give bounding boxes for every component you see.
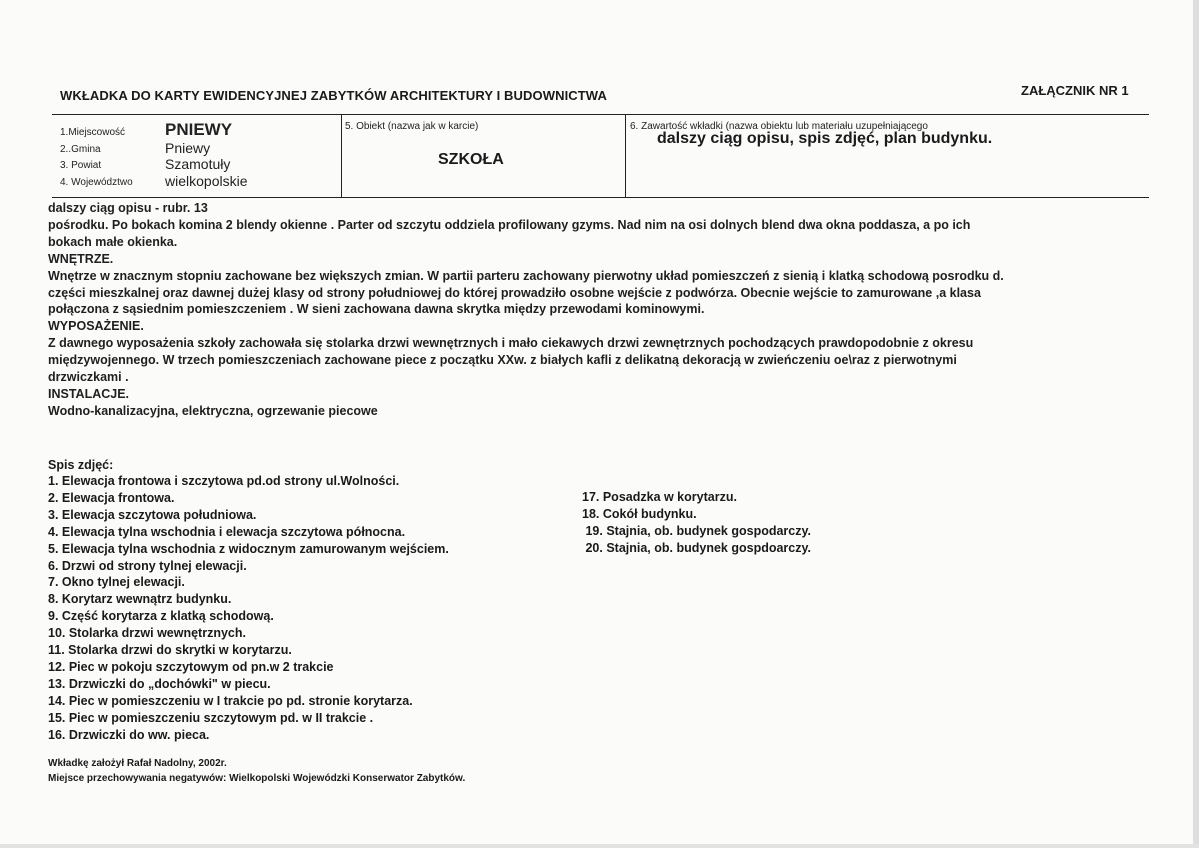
- photo-list-item: 4. Elewacja tylna wschodnia i elewacja szczytowa północna.: [48, 524, 406, 539]
- photo-list-title: Spis zdjęć:: [48, 458, 114, 472]
- description-line: Wodno-kanalizacyjna, elektryczna, ogrzewanie piecowe: [48, 403, 378, 418]
- photo-list-item: 12. Piec w pokoju szczytowym od pn.w 2 trakcie: [48, 659, 334, 674]
- header-table: [52, 114, 1149, 198]
- storage-note: Miejsce przechowywania negatywów: Wielkopolski Wojewódzki Konserwator Zabytków.: [48, 773, 466, 784]
- photo-list-item: 3. Elewacja szczytowa południowa.: [48, 507, 257, 522]
- section-heading: INSTALACJE.: [48, 386, 130, 401]
- author-note: Wkładkę założył Rafał Nadolny, 2002r.: [48, 758, 227, 769]
- description-line: pośrodku. Po bokach komina 2 blendy okienne . Parter od szczytu oddziela profilowany gzyms. Nad nim na osi dolnych blend dwa okna poddasza, a po ich: [48, 217, 971, 232]
- section-heading: WYPOSAŻENIE.: [48, 319, 144, 334]
- photo-list-item: 11. Stolarka drzwi do skrytki w korytarzu.: [48, 643, 292, 658]
- photo-list-item: 13. Drzwiczki do „dochówki" w piecu.: [48, 676, 271, 691]
- place-value: PNIEWY: [165, 120, 233, 139]
- commune-value: Pniewy: [165, 140, 211, 156]
- county-value: Szamotuły: [165, 156, 231, 172]
- object-name: SZKOŁA: [438, 151, 504, 168]
- photo-list-item: 18. Cokół budynku.: [582, 506, 697, 521]
- description-line: Wnętrze w znacznym stopniu zachowane bez większych zmian. W partii parteru zachowany pierwotny układ pomieszczeń z sienią i klatką schodową posrodku d.: [48, 268, 1004, 283]
- photo-list-item: 10. Stolarka drzwi wewnętrznych.: [48, 626, 246, 641]
- photo-list-item: 7. Okno tylnej elewacji.: [48, 575, 185, 590]
- description-line: drzwiczkami .: [48, 370, 129, 385]
- object-label: 5. Obiekt (nazwa jak w karcie): [345, 121, 479, 132]
- scan-edge: [1193, 0, 1199, 848]
- description-line: Z dawnego wyposażenia szkoły zachowała się stolarka drzwi wewnętrznych i mało ciekawych drzwi zewnętrznych pochodzących prawdopodobnie z okresu: [48, 336, 974, 351]
- voivodeship-label: 4. Województwo: [60, 177, 133, 188]
- photo-list-item: 6. Drzwi od strony tylnej elewacji.: [48, 558, 247, 573]
- photo-list-item: 16. Drzwiczki do ww. pieca.: [48, 727, 210, 742]
- description-line: bokach małe okienka.: [48, 234, 178, 249]
- section-heading: WNĘTRZE.: [48, 251, 114, 266]
- commune-label: 2..Gmina: [60, 144, 101, 155]
- county-label: 3. Powiat: [60, 160, 102, 171]
- description-line: międzywojennego. W trzech pomieszczeniach zachowane piece z początku XXw. z białych kafli z delikatną dekoracją w zwieńczeniu oe\raz z pierwotnymi: [48, 353, 957, 368]
- photo-list-item: 19. Stajnia, ob. budynek gospodarczy.: [582, 523, 811, 538]
- place-label: 1.Miejscowość: [60, 127, 126, 138]
- photo-list-item: 8. Korytarz wewnątrz budynku.: [48, 592, 232, 607]
- photo-list-item: 15. Piec w pomieszczeniu szczytowym pd. w II trakcie .: [48, 710, 374, 725]
- column-divider: [625, 115, 626, 197]
- description-line: części mieszkalnej oraz dawnej dużej klasy od strony południowej do której prowadziło osobne wejście z podwórza. Obecnie wejście to zamurowane ,a klasa: [48, 285, 981, 300]
- annex-label: ZAŁĄCZNIK NR 1: [1021, 83, 1129, 98]
- voivodeship-value: wielkopolskie: [165, 173, 248, 189]
- document-title: WKŁADKA DO KARTY EWIDENCYJNEJ ZABYTKÓW ARCHITEKTURY I BUDOWNICTWA: [60, 88, 607, 103]
- photo-list-item: 5. Elewacja tylna wschodnia z widocznym zamurowanym wejściem.: [48, 541, 449, 556]
- content-value: dalszy ciąg opisu, spis zdjęć, plan budynku.: [657, 130, 993, 147]
- photo-list-item: 20. Stajnia, ob. budynek gospdoarczy.: [582, 540, 811, 555]
- description-line: połączona z sąsiednim pomieszczeniem . W sieni zachowana dawna skrytka między przewodami kominowymi.: [48, 302, 705, 317]
- photo-list-right: [582, 489, 811, 557]
- column-divider: [341, 115, 342, 197]
- footer: [48, 756, 465, 786]
- photo-list-item: 14. Piec w pomieszczeniu w I trakcie po pd. stronie korytarza.: [48, 693, 413, 708]
- description-text: [48, 200, 1158, 420]
- photo-list-item: 9. Część korytarza z klatką schodową.: [48, 609, 274, 624]
- photo-list-left: [48, 473, 449, 744]
- photo-list-item: 1. Elewacja frontowa i szczytowa pd.od strony ul.Wolności.: [48, 474, 400, 488]
- scan-edge-bottom: [0, 844, 1199, 848]
- photo-list-item: 2. Elewacja frontowa.: [48, 490, 175, 505]
- content-label: 6. Zawartość wkładki (nazwa obiektu lub materiału uzupełniającego: [630, 121, 928, 132]
- description-line: dalszy ciąg opisu - rubr. 13: [48, 201, 208, 215]
- photo-list-item: 17. Posadzka w korytarzu.: [582, 490, 737, 504]
